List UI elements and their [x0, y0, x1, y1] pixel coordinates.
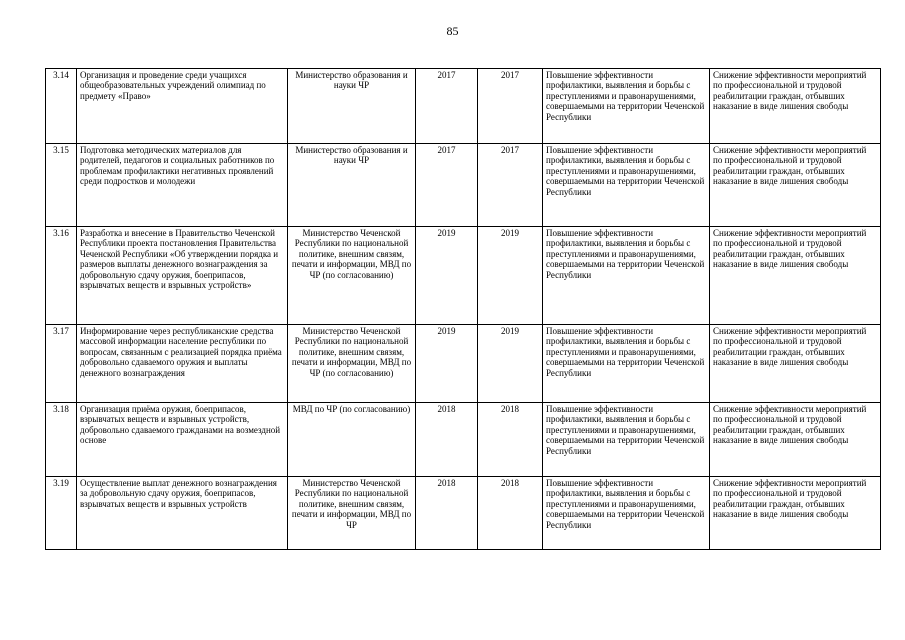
consequence-cell: Снижение эффективности мероприятий по профессиональной и трудовой реабилитации граждан, отбывших наказание в виде лишения свободы — [710, 227, 881, 325]
result-cell: Повышение эффективности профилактики, выявления и борьбы с преступлениями и правонарушениями, совершаемыми на территории Чеченской Республики — [543, 144, 710, 227]
consequence-cell: Снижение эффективности мероприятий по профессиональной и трудовой реабилитации граждан, отбывших наказание в виде лишения свободы — [710, 144, 881, 227]
start-year-cell: 2018 — [416, 403, 478, 477]
executor-cell: Министерство образования и науки ЧР — [288, 144, 416, 227]
table-row — [46, 144, 881, 227]
end-year-cell: 2017 — [478, 69, 543, 144]
action-cell: Осуществление выплат денежного вознаграждения за добровольную сдачу оружия, боеприпасов, взрывчатых веществ и взрывных устройств — [77, 477, 288, 550]
end-year-cell: 2019 — [478, 227, 543, 325]
action-cell: Подготовка методических материалов для родителей, педагогов и социальных работников по проблемам профилактики негативных проявлений среди подростков и молодежи — [77, 144, 288, 227]
table-row — [46, 477, 881, 550]
row-number: 3.15 — [46, 144, 77, 227]
executor-cell: Министерство образования и науки ЧР — [288, 69, 416, 144]
end-year-cell: 2018 — [478, 403, 543, 477]
table-row — [46, 403, 881, 477]
row-number: 3.17 — [46, 325, 77, 403]
result-cell: Повышение эффективности профилактики, выявления и борьбы с преступлениями и правонарушениями, совершаемыми на территории Чеченской Республики — [543, 325, 710, 403]
action-cell: Разработка и внесение в Правительство Чеченской Республики проекта постановления Правительства Чеченской Республики «Об утверждении порядка и размеров выплаты денежного вознаграждения за добровольную сдачу оружия, боеприпасов, взрывчатых веществ и взрывных устройств» — [77, 227, 288, 325]
end-year-cell: 2017 — [478, 144, 543, 227]
executor-cell: Министерство Чеченской Республики по национальной политике, внешним связям, печати и информации, МВД по ЧР (по согласованию) — [288, 227, 416, 325]
consequence-cell: Снижение эффективности мероприятий по профессиональной и трудовой реабилитации граждан, отбывших наказание в виде лишения свободы — [710, 325, 881, 403]
executor-cell: МВД по ЧР (по согласованию) — [288, 403, 416, 477]
end-year-cell: 2019 — [478, 325, 543, 403]
row-number: 3.16 — [46, 227, 77, 325]
measures-table — [45, 68, 881, 550]
result-cell: Повышение эффективности профилактики, выявления и борьбы с преступлениями и правонарушениями, совершаемыми на территории Чеченской Республики — [543, 477, 710, 550]
row-number: 3.18 — [46, 403, 77, 477]
action-cell: Информирование через республиканские средства массовой информации население республики по вопросам, связанным с реализацией порядка приёма добровольно сдаваемого оружия и выплаты денежного вознаграждения — [77, 325, 288, 403]
table-row — [46, 69, 881, 144]
action-cell: Организация и проведение среди учащихся общеобразовательных учреждений олимпиад по предмету «Право» — [77, 69, 288, 144]
action-cell: Организация приёма оружия, боеприпасов, взрывчатых веществ и взрывных устройств, добровольно сдаваемого гражданами на возмездной основе — [77, 403, 288, 477]
start-year-cell: 2017 — [416, 69, 478, 144]
start-year-cell: 2017 — [416, 144, 478, 227]
consequence-cell: Снижение эффективности мероприятий по профессиональной и трудовой реабилитации граждан, отбывших наказание в виде лишения свободы — [710, 403, 881, 477]
executor-cell: Министерство Чеченской Республики по национальной политике, внешним связям, печати и информации, МВД по ЧР (по согласованию) — [288, 325, 416, 403]
executor-cell: Министерство Чеченской Республики по национальной политике, внешним связям, печати и информации, МВД по ЧР — [288, 477, 416, 550]
consequence-cell: Снижение эффективности мероприятий по профессиональной и трудовой реабилитации граждан, отбывших наказание в виде лишения свободы — [710, 69, 881, 144]
result-cell: Повышение эффективности профилактики, выявления и борьбы с преступлениями и правонарушениями, совершаемыми на территории Чеченской Республики — [543, 227, 710, 325]
table-row — [46, 325, 881, 403]
start-year-cell: 2019 — [416, 227, 478, 325]
row-number: 3.19 — [46, 477, 77, 550]
start-year-cell: 2018 — [416, 477, 478, 550]
page-number: 85 — [446, 24, 459, 38]
result-cell: Повышение эффективности профилактики, выявления и борьбы с преступлениями и правонарушениями, совершаемыми на территории Чеченской Республики — [543, 69, 710, 144]
table-row — [46, 227, 881, 325]
start-year-cell: 2019 — [416, 325, 478, 403]
consequence-cell: Снижение эффективности мероприятий по профессиональной и трудовой реабилитации граждан, отбывших наказание в виде лишения свободы — [710, 477, 881, 550]
row-number: 3.14 — [46, 69, 77, 144]
result-cell: Повышение эффективности профилактики, выявления и борьбы с преступлениями и правонарушениями, совершаемыми на территории Чеченской Республики — [543, 403, 710, 477]
end-year-cell: 2018 — [478, 477, 543, 550]
